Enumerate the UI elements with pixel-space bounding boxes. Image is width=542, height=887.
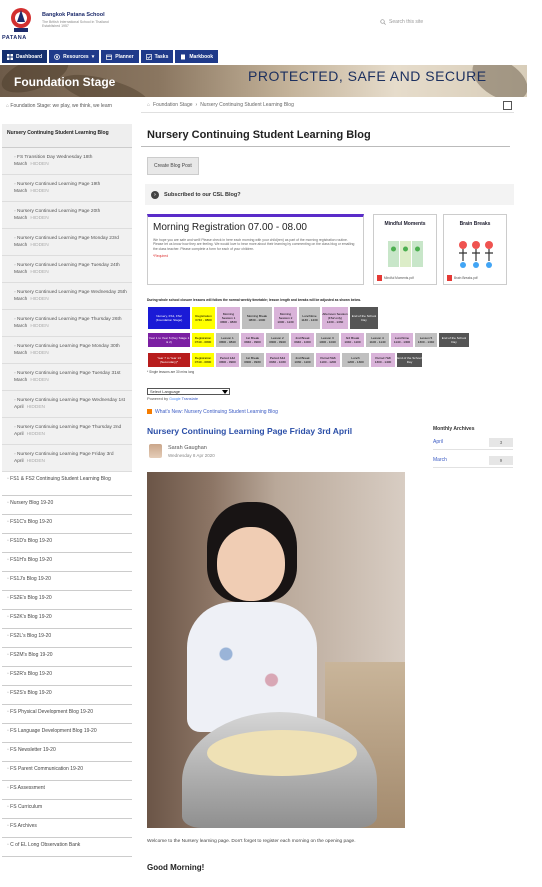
breadcrumb-item[interactable]: Foundation Stage	[153, 102, 193, 108]
sidebar-item[interactable]	[2, 553, 132, 572]
timetable-group: Year 7 to Year 13 (Secondary)*	[147, 352, 191, 368]
nav-planner[interactable]	[101, 50, 138, 63]
subitem-label: Nursery Continued Learning Page Tuesday 24th March	[14, 263, 120, 275]
sidebar-subitem[interactable]	[2, 418, 132, 445]
sidebar-subitem[interactable]	[2, 337, 132, 364]
timetable-cell-time: 1230 - 1330	[326, 320, 344, 324]
page-icon: ▫	[7, 614, 11, 620]
timetable-cell-label: Lunchtime	[394, 336, 410, 340]
sidebar-item-label: FS2M's Blog 19-20	[10, 652, 53, 658]
timetable-cell-time: 0830 - 1000	[248, 318, 266, 322]
top-nav	[2, 50, 218, 63]
timetable-cell-label: End of the School Day	[351, 314, 377, 322]
sidebar-subitem[interactable]	[2, 364, 132, 391]
sidebar-subitem[interactable]	[2, 283, 132, 310]
subitem-text	[14, 262, 127, 276]
sidebar-item[interactable]	[2, 572, 132, 591]
mindful-moments-card[interactable]	[373, 214, 437, 285]
archive-count: 9	[489, 456, 513, 465]
search-placeholder: Search this site	[389, 19, 424, 25]
timetable-cell	[340, 332, 365, 348]
page-icon: ▫	[14, 398, 18, 403]
breadcrumb-separator: ›	[195, 102, 198, 108]
page-icon: ▫	[7, 728, 11, 734]
timetable-cell	[240, 352, 265, 368]
subitem-text	[14, 208, 127, 222]
page-icon: ▫	[7, 804, 11, 810]
subscribe-label: Subscribed to our CSL Blog?	[164, 191, 241, 198]
avatar	[149, 444, 162, 458]
subitem-text	[14, 343, 127, 357]
hidden-badge: HIDDEN	[30, 351, 49, 356]
hidden-badge: HIDDEN	[30, 243, 49, 248]
page-icon: ▫	[7, 823, 11, 829]
registration-title: Morning Registration 07.00 - 08.00	[153, 222, 307, 233]
divider	[433, 467, 513, 468]
subitem-label: Nursery Continued Learning Page Thursday 26th March	[14, 317, 122, 329]
subitem-label: Nursery Continuing Learning Page Monday 30th March	[14, 344, 120, 356]
calendar-icon	[106, 54, 112, 60]
rss-icon	[147, 409, 152, 414]
post-date: Wednesday 8 Apr 2020	[168, 453, 215, 458]
timetable-cell	[370, 352, 396, 368]
home-icon: ⌂	[6, 103, 11, 109]
timetable-cell	[215, 352, 240, 368]
meditation-icon	[388, 241, 424, 267]
compass-icon	[54, 54, 60, 60]
sidebar-item[interactable]	[2, 496, 132, 515]
post-author[interactable]: Sarah Gaughan	[168, 445, 207, 451]
page-icon: ▫	[7, 690, 11, 696]
hidden-badge: HIDDEN	[30, 324, 49, 329]
page-icon: ▫	[7, 557, 11, 563]
banner-title: Foundation Stage	[14, 75, 116, 89]
timetable-group: Nursery, FS1, FS2 (Foundation Stage)	[147, 306, 191, 330]
school-established: Established 1957	[42, 24, 69, 28]
timetable-cell-label: Lunchtime	[302, 314, 317, 318]
timetable-cell	[290, 352, 315, 368]
page-icon: ▫	[14, 155, 18, 160]
nav-label: Dashboard	[16, 53, 43, 60]
timetable-cell-time: 0930 - 1030	[269, 360, 286, 364]
timetable-row-primary	[147, 332, 470, 348]
sidebar-item[interactable]	[2, 686, 132, 705]
post-title[interactable]: Nursery Continuing Learning Page Friday 3rd April	[147, 426, 353, 436]
hidden-badge: HIDDEN	[26, 432, 45, 437]
archive-row[interactable]	[433, 437, 513, 447]
page-icon: ▫	[7, 652, 11, 658]
page-icon: ▫	[14, 182, 18, 187]
timetable-cell-label: Afternoon Session (FS2 only)	[322, 312, 348, 320]
timetable-cell-label: 1st Break	[245, 356, 260, 360]
timetable-cell-time: 1100 - 1200	[319, 360, 337, 364]
page-icon: ▫	[14, 290, 18, 295]
timetable-cell	[396, 352, 423, 368]
post-caption: Welcome to the Nursery learning page. Don't forget to register each morning on the opening page.	[147, 839, 356, 844]
sidebar-item-label: FS2E's Blog 19-20	[10, 595, 52, 601]
registration-body: We hope you are safe and well! Please check in here each morning with your child(ren) as part of the morning registration routine. Please let us know how they are feeling. We would love to hear more about their learning by commenting on the class blog or emailing the class teacher. Please complete a form for each of your children.	[153, 238, 355, 251]
required-note: *Required	[153, 253, 169, 258]
home-icon: ⌂	[147, 102, 151, 108]
timetable-footnote: * Single lessons are 30 mins long	[147, 370, 195, 374]
page-icon: ▫	[7, 785, 11, 791]
timetable-cell	[191, 332, 215, 348]
create-blog-post-button[interactable]: Create Blog Post	[147, 157, 199, 175]
page-icon: ▫	[14, 209, 18, 214]
sidebar-subitem[interactable]	[2, 256, 132, 283]
timetable-cell	[390, 332, 414, 348]
sidebar-item-label: FS1 & FS2 Continuing Student Learning Blog	[10, 476, 111, 482]
book-icon	[180, 54, 186, 60]
archive-month[interactable]: March	[433, 457, 447, 463]
timetable-cell	[191, 352, 215, 368]
page-icon: ▫	[7, 595, 11, 601]
subitem-label: Nursery Continuing Learning Page Friday 3rd April	[14, 452, 114, 464]
fullscreen-icon[interactable]	[503, 101, 512, 110]
timetable-cell-time: 1140 - 1300	[393, 340, 411, 344]
page-icon: ▫	[7, 747, 11, 753]
sidebar-item-label: FS1H's Blog 19-20	[10, 557, 52, 563]
timetable-cell-time: 0940 - 1000	[294, 340, 311, 344]
card-title: Brain Breaks	[459, 221, 491, 227]
page-icon: ▫	[14, 344, 18, 349]
timetable-cell-label: Registration	[195, 314, 212, 318]
sidebar-item[interactable]	[2, 838, 132, 857]
timetable-cell-label: Morning Session 2	[278, 312, 293, 320]
subitem-label: Nursery Continued Learning Page Monday 23rd March	[14, 236, 119, 248]
sidebar-subitem[interactable]	[2, 310, 132, 337]
timetable-cell-time: 0800 - 0840	[219, 340, 236, 344]
sidebar-item-label: FS Assessment	[10, 785, 45, 791]
subitem-text	[14, 235, 127, 249]
sidebar-item[interactable]	[2, 724, 132, 743]
sidebar-item-label: C of EL Long Observation Bank	[10, 842, 81, 848]
sidebar-item[interactable]	[2, 800, 132, 819]
page-icon: ▫	[7, 633, 11, 639]
sidebar-item-label: FS Language Development Blog 19-20	[10, 728, 97, 734]
timetable-cell	[215, 332, 240, 348]
sidebar-item[interactable]	[2, 667, 132, 686]
page-icon: ▫	[14, 263, 18, 268]
subitem-label: Nursery Continuing Learning Page Tuesday 31st March	[14, 371, 121, 383]
logo-wordmark: PATANA	[2, 35, 27, 41]
timetable-cell	[290, 332, 315, 348]
page-icon: ▫	[7, 709, 11, 715]
check-icon	[146, 54, 152, 60]
sidebar-subitem[interactable]	[2, 391, 132, 418]
timetable-row-foundation	[147, 306, 379, 330]
translate-attribution: Powered by Google Translate	[147, 396, 199, 401]
timetable-cell-label: End of the School Day	[441, 336, 467, 344]
subitem-label: Nursery Continuing Learning Page Thursday 2nd April	[14, 425, 122, 437]
nav-dashboard[interactable]	[2, 50, 47, 63]
timetable-cell-label: Registration	[194, 356, 212, 360]
whats-new-link[interactable]: What's New: Nursery Continuing Student Learning Blog	[147, 409, 278, 415]
sidebar-item[interactable]	[2, 591, 132, 610]
timetable-cell-time: 1130 - 1230	[301, 318, 318, 322]
page-icon: ▫	[14, 425, 18, 430]
search-icon	[380, 19, 386, 25]
banner-motto: PROTECTED, SAFE AND SECURE	[248, 68, 487, 84]
page-title: Nursery Continuing Student Learning Blog	[147, 129, 371, 141]
monthly-archives	[433, 426, 513, 468]
timetable-cell	[265, 352, 290, 368]
sidebar-item[interactable]	[2, 781, 132, 800]
sidebar-item-label: FS2S's Blog 19-20	[10, 690, 52, 696]
nav-label: Resources	[63, 53, 89, 60]
post-photo[interactable]	[147, 472, 405, 828]
timetable-cell-label: 2nd Break	[295, 356, 310, 360]
grid-icon	[7, 54, 13, 60]
timetable-cell-time: 0900 - 0940	[269, 340, 286, 344]
timetable-cell-time: 0740 - 0800	[194, 360, 212, 364]
page-icon: ▫	[7, 671, 11, 677]
divider	[141, 146, 510, 147]
post-heading: Good Morning!	[147, 863, 205, 872]
timetable-cell	[315, 352, 341, 368]
pdf-attachment[interactable]: Mindful Moments.pdf	[377, 275, 414, 281]
sidebar-item-label: FS Curriculum	[10, 804, 43, 810]
timetable-note: During whole school closure lessons will follow the normal weekly timetable; lesson length and breaks will be adjusted as shown below.	[147, 298, 361, 302]
sidebar-item-label: FS1C's Blog 19-20	[10, 519, 52, 525]
sidebar-subitem[interactable]	[2, 148, 132, 175]
subscribe-panel[interactable]	[145, 184, 514, 205]
timetable-cell	[315, 332, 340, 348]
nav-label: Planner	[115, 53, 134, 60]
timetable-cell-time: 0800 - 0830	[220, 320, 237, 324]
page-icon: ▫	[7, 576, 11, 582]
page-icon: ▫	[7, 842, 11, 848]
subitem-label: Nursery Continued Learning Page Wednesday 25th March	[14, 290, 127, 302]
page-icon: ▫	[14, 317, 18, 322]
school-name[interactable]: Bangkok Patana School	[42, 12, 105, 18]
sidebar-item[interactable]	[2, 515, 132, 534]
hidden-badge: HIDDEN	[30, 297, 49, 302]
sidebar-item-list	[2, 472, 132, 857]
timetable-cell-time: 1030 - 1100	[294, 360, 311, 364]
sidebar-item-label: FS2K's Blog 19-20	[10, 614, 52, 620]
nav-resources[interactable]	[49, 50, 99, 63]
subitem-text	[14, 181, 127, 195]
brain-breaks-card[interactable]	[443, 214, 507, 285]
timetable-cell	[414, 332, 438, 348]
sidebar-item-label: FS Physical Development Blog 19-20	[10, 709, 93, 715]
page-icon: ▫	[7, 519, 11, 525]
subitem-text	[14, 397, 127, 411]
sidebar-item[interactable]	[2, 743, 132, 762]
hidden-badge: HIDDEN	[30, 216, 49, 221]
page-icon: ▫	[14, 371, 18, 376]
pdf-icon	[377, 275, 382, 281]
registration-form-card[interactable]	[147, 214, 364, 285]
chevron-down-icon	[222, 390, 228, 394]
sidebar-item-label: FS Newsletter 19-20	[10, 747, 56, 753]
sidebar-item-label: FS2R's Blog 19-20	[10, 671, 52, 677]
timetable-cell-label: Lunch	[351, 356, 360, 360]
timetable-cell-time: 1300 - 1400	[374, 360, 392, 364]
section-banner	[0, 65, 527, 97]
timetable-cell-label: 1st Break	[245, 336, 260, 340]
timetable-cell	[321, 306, 349, 330]
sidebar-parent-link[interactable]: ⌂ Foundation Stage: we play, we think, we learn	[2, 98, 132, 124]
sidebar-item-label: FS Parent Communication 19-20	[10, 766, 83, 772]
archives-title: Monthly Archives	[433, 426, 475, 432]
timetable-cell-label: End of the School Day	[397, 356, 422, 364]
hidden-badge: HIDDEN	[30, 189, 49, 194]
timetable-cell	[216, 306, 241, 330]
hidden-badge: HIDDEN	[30, 270, 49, 275]
timetable-cell-label: Lesson 1	[221, 336, 234, 340]
school-tagline: The British International School in Thailand	[42, 20, 109, 24]
timetable-cell-label: 3rd Break	[345, 336, 360, 340]
nav-label: Tasks	[154, 53, 169, 60]
subitem-text	[14, 289, 127, 303]
timetable-cell	[298, 306, 321, 330]
page-icon: ▫	[7, 476, 11, 482]
timetable-row-secondary	[147, 352, 423, 368]
timetable-cell-time: 0900 - 0930	[244, 360, 261, 364]
photo-batter	[207, 730, 357, 776]
subitem-label: Nursery Continued Learning Page 20th March	[14, 209, 101, 221]
subitem-text	[14, 424, 127, 438]
sidebar-item[interactable]	[2, 610, 132, 629]
hidden-badge: HIDDEN	[30, 378, 49, 383]
archive-count: 3	[489, 438, 513, 447]
timetable-cell	[240, 332, 265, 348]
language-select[interactable]: Select Language	[147, 388, 230, 395]
timetable-cell-label: Period 5&6	[320, 356, 336, 360]
timetable-cell	[438, 332, 470, 348]
timetable-cell-label: Lesson 2	[271, 336, 284, 340]
page-icon: ▫	[14, 452, 18, 457]
timetable-cell-label: Morning Break	[246, 314, 268, 318]
timetable-cell-time: 1000 - 1040	[319, 340, 336, 344]
timetable-cell	[365, 332, 390, 348]
sidebar-item-label: FS1D's Blog 19-20	[10, 538, 52, 544]
pdf-icon	[447, 275, 452, 281]
sidebar-item[interactable]	[2, 819, 132, 838]
timetable-cell-label: 2nd Break	[295, 336, 310, 340]
timetable-cell	[341, 352, 370, 368]
sidebar-item[interactable]	[2, 629, 132, 648]
nav-label: Markbook	[189, 53, 213, 60]
nav-tasks[interactable]	[141, 50, 174, 63]
timetable-cell-time: 0740 - 0800	[194, 340, 212, 344]
chevron-down-icon: ▾	[91, 53, 95, 60]
subitem-label: Nursery Continued Learning Page 19th March	[14, 182, 101, 194]
sidebar-item[interactable]	[2, 705, 132, 724]
site-header	[0, 0, 542, 48]
timetable-cell	[273, 306, 298, 330]
nav-markbook[interactable]	[175, 50, 218, 63]
timetable-cell-label: Period 7&8	[375, 356, 391, 360]
sidebar-subitem[interactable]	[2, 445, 132, 472]
subitem-label: Nursery Continuing Learning Page Wednesday 1st April	[14, 398, 125, 410]
translate-link[interactable]: Translate	[181, 396, 199, 401]
timetable-group: Year 1 to Year 6 (Key Stage 1 & 2)	[147, 332, 191, 348]
divider	[433, 449, 513, 450]
subitem-text	[14, 316, 127, 330]
card-title: Mindful Moments	[384, 221, 426, 227]
timetable-cell-label: Lesson 3	[321, 336, 334, 340]
page-icon: ▫	[7, 538, 11, 544]
timetable-cell	[191, 306, 216, 330]
sidebar-item-label: FS1J's Blog 19-20	[10, 576, 51, 582]
sidebar-subitem[interactable]	[2, 202, 132, 229]
timetable-cell	[349, 306, 379, 330]
timetable-cell-label: Lesson 5	[419, 336, 433, 340]
timetable-cell-label: Morning Session 1	[221, 312, 236, 320]
timetable-cell-time: 0740 - 0800	[195, 318, 212, 322]
exercise-icon	[456, 239, 496, 269]
timetable-cell	[241, 306, 273, 330]
timetable-cell	[265, 332, 290, 348]
sidebar	[2, 98, 132, 857]
archive-month[interactable]: April	[433, 439, 444, 445]
photo-child-face	[217, 527, 285, 601]
subitem-label: FS Transition Day Wednesday 18th March	[14, 155, 93, 167]
sidebar-item[interactable]	[2, 648, 132, 667]
timetable-cell-time: 1200 - 1300	[347, 360, 364, 364]
timetable-cell-time: 1300 - 1340	[417, 340, 435, 344]
page-icon: ▫	[7, 766, 11, 772]
search-box[interactable]	[380, 19, 423, 25]
google-logo: Google	[169, 397, 181, 401]
hidden-badge: HIDDEN	[26, 405, 45, 410]
hidden-badge: HIDDEN	[26, 459, 45, 464]
page-icon: ▫	[7, 500, 11, 506]
sidebar-item-active[interactable]: Nursery Continuing Student Learning Blog	[2, 124, 132, 148]
sidebar-item-label: FS2L's Blog 19-20	[10, 633, 52, 639]
subitem-text	[14, 154, 127, 168]
breadcrumb-item[interactable]: Nursery Continuing Student Learning Blog	[200, 102, 294, 108]
subitem-text	[14, 451, 127, 465]
main-content	[141, 98, 514, 872]
sidebar-item-label: FS Archives	[10, 823, 37, 829]
chevron-right-icon: ›	[151, 191, 159, 199]
sidebar-item[interactable]	[2, 762, 132, 781]
archive-row[interactable]	[433, 455, 513, 465]
timetable-cell-label: Lesson 4	[371, 336, 384, 340]
subitem-text	[14, 370, 127, 384]
sidebar-item[interactable]	[2, 534, 132, 553]
sidebar-sub-list	[2, 148, 132, 472]
timetable-cell-time: 1040 - 1100	[344, 340, 361, 344]
timetable-cell-label: Registration	[194, 336, 212, 340]
page-icon: ▫	[14, 236, 18, 241]
sidebar-subitem[interactable]	[2, 175, 132, 202]
pdf-attachment[interactable]: Brain Breaks.pdf	[447, 275, 478, 281]
timetable-cell-time: 0840 - 0900	[244, 340, 261, 344]
timetable-cell-time: 1100 - 1140	[369, 340, 386, 344]
hidden-badge: HIDDEN	[30, 162, 49, 167]
sidebar-subitem[interactable]	[2, 229, 132, 256]
timetable-cell-time: 0800 - 0900	[219, 360, 236, 364]
sidebar-item-label: Nursery Blog 19-20	[10, 500, 54, 506]
sidebar-item[interactable]	[2, 472, 132, 496]
timetable-cell-label: Period 3&4	[269, 356, 286, 360]
timetable-cell-label: Period 1&2	[219, 356, 236, 360]
breadcrumb	[141, 98, 514, 113]
timetable-cell-time: 1000 - 1130	[277, 320, 294, 324]
